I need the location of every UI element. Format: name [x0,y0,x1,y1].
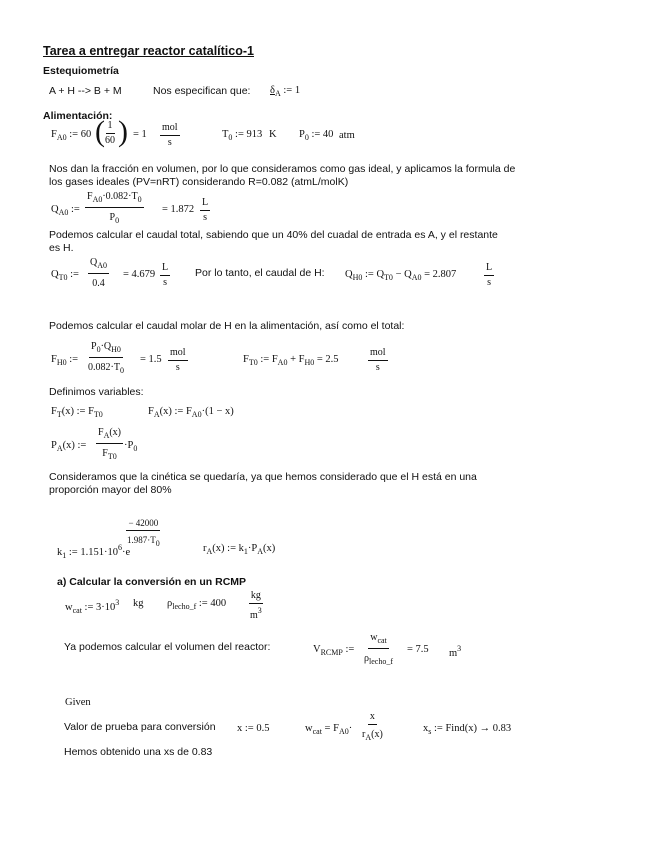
paragraph-ideal-gas-2: los gases ideales (PV=nRT) considerando R=0.082 (atmL/molK) [49,176,349,188]
stoich-heading: Estequiometría [43,65,119,77]
FT0-unit: mol s [370,347,386,373]
rho-def: $\rho_{lecho\_f}$ := 400 [167,598,227,611]
FT0-def: $F_{T0}$ := $F_{A0} + F_{H0} = 2.5$ [243,354,339,367]
VRCMP-result: = 7.5 [407,644,429,655]
FA0-fraction: $\frac{1}{60}$ [105,120,115,146]
paragraph-volume: Ya podemos calcular el volumen del reactor: [64,641,271,653]
reaction-text: A + H --> B + M [49,85,122,97]
por-lo-tanto-text: Por lo tanto, el caudal de H: [195,267,325,279]
PA-fraction: $\frac{F_A(x)}{F_{T0}}$ [98,427,122,461]
QT0-result: = 4.679 [123,269,156,280]
VRCMP-fraction: $w_{cat}$ $\rho_{lecho\_f}$ [364,632,393,666]
conclusion-text: Hemos obtenido una xs de 0.83 [64,746,213,758]
QA0-lhs: $Q_{A0}$ := [51,204,80,217]
paragraph-ideal-gas: Nos dan la fracción en volumen, por lo que consideramos como gas ideal, y aplicamos la formula de [49,163,516,175]
x-guess: x := 0.5 [237,723,270,734]
FA0-result: = 1 [133,129,147,140]
QA0-unit: $\frac{L}{s}$ [202,197,209,223]
design-equation-lhs: $w_{cat} = F_{A0}\cdot$ [305,723,353,736]
paragraph-kinetics-2: proporción mayor del 80% [49,484,172,496]
specify-text: Nos especifican que: [153,85,251,97]
paragraph-total-flow-2: es H. [49,242,74,254]
paragraph-kinetics: Consideramos que la cinética se quedaría, ya que hemos considerado que el H está en una [49,471,477,483]
VRCMP-unit: $m^3$ [449,644,462,659]
FH0-result: = 1.5 [140,354,162,365]
VRCMP-lhs: $V_{RCMP}$ := [313,644,355,657]
wcat-def: $w_{cat}$ := $3\cdot 10^3$ [65,598,120,615]
feed-heading: Alimentación: [43,110,113,122]
QT0-fraction: $\frac{Q_{A0}}{0.4}$ [90,257,108,289]
FH0-fraction: $\frac{P_0\cdot Q_{H0}}{0.082\cdot T_0}$ [88,341,124,375]
design-equation-fraction: $\frac{x}{r_A(x)}$ [362,711,383,742]
QH0-def: $Q_{H0}$ := $Q_{T0} - Q_{A0} = 2.807$ [345,269,457,282]
left-paren: ( [95,115,105,148]
wcat-unit: kg [133,598,144,609]
k1-exponent-fraction: $\frac{- 42000}{1.987\cdot T_0}$ [127,518,160,548]
QT0-unit: $\frac{L}{s}$ [162,262,169,288]
paragraph-total-flow: Podemos calcular el caudal total, sabiendo que un 40% del cuadal de entrada es A, y el restante [49,229,498,241]
section-a-heading: a) Calcular la conversión en un RCMP [57,576,247,588]
PA-function-lhs: $P_A(x)$ := [51,440,87,453]
T0-unit: K [269,129,277,140]
trial-value-text: Valor de prueba para conversión [64,721,216,733]
given-keyword: Given [65,697,91,708]
FH0-lhs: $F_{H0}$ := [51,354,79,367]
rho-unit: $\frac{kg}{m^3}$ [250,590,262,621]
QH0-unit: $\frac{L}{s}$ [486,262,493,288]
right-paren: ) [118,115,128,148]
xs-find: $x_s$ := Find(x) → 0.83 [423,723,512,736]
FT-function: $F_T(x)$ := $F_{T0}$ [51,406,103,419]
QA0-fraction: $\frac{F_{A0}\cdot 0.082\cdot T_0}{P_0}$ [87,191,142,225]
PA-tail: $\cdot P_0$ [124,440,138,453]
k1-def: $k_1$ := $1.151\cdot 10^6\cdot e$ [57,543,131,560]
page-title: Tarea a entregar reactor catalítico-1 [43,44,254,58]
T0-def: $T_0$ := 913 [222,129,263,142]
FA-function: $F_A(x)$ := $F_{A0}\cdot(1 - x)$ [148,406,234,419]
paragraph-molar-flow: Podemos calcular el caudal molar de H en la alimentación, así como el total: [49,320,405,332]
P0-unit: atm [339,130,355,141]
rA-def: $r_A(x)$ := $k_1\cdot P_A(x)$ [203,543,276,556]
delta-def: $\delta_A$ := 1 [270,85,301,98]
FH0-unit: mol s [170,347,186,373]
P0-def: $P_0$ := 40 [299,129,334,142]
QA0-result: = 1.872 [162,204,195,215]
FA0-unit: mol s [162,122,178,148]
FA0-def: $F_{A0}$ := 60 [51,129,92,142]
QT0-lhs: $Q_{T0}$ := [51,269,79,282]
define-variables-text: Definimos variables: [49,386,144,398]
